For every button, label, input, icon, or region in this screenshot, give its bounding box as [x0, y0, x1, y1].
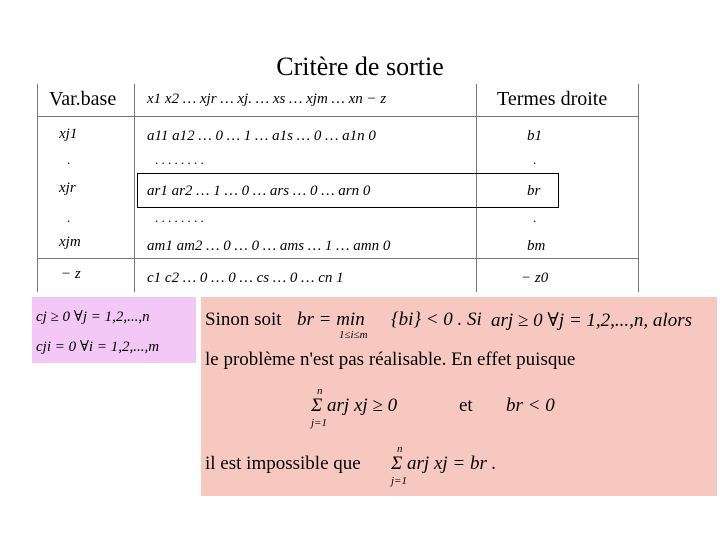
formula-arj-condition: arj ≥ 0 ∀j = 1,2,...,n, alors — [491, 310, 692, 331]
text-and: et — [459, 395, 473, 416]
header-var-base: Var.base — [49, 88, 117, 110]
condition-basic-costs: cji = 0 ∀i = 1,2,...,m — [36, 339, 160, 355]
row-coeffs-r: ar1 ar2 … 1 … 0 … ars … 0 … arn 0 — [147, 183, 371, 199]
row-coeffs-1: a11 a12 … 0 … 1 … a1s … 0 … a1n 0 — [147, 128, 376, 144]
simplex-tableau — [37, 84, 639, 292]
row-rhs-r: br — [527, 183, 541, 199]
row-coeffs-dots-2: . . . . . . . . — [155, 210, 204, 225]
sum1-lower: j=1 — [311, 417, 327, 429]
formula-bi-negative: {bi} < 0 . Si — [391, 309, 482, 330]
row-rhs-m: bm — [527, 238, 546, 254]
text-sinon-soit: Sinon soit — [205, 309, 282, 330]
row-rhs-dots: . — [533, 152, 537, 167]
sum2-upper: n — [397, 443, 403, 455]
optimality-conditions-box — [32, 297, 196, 363]
slide-title: Critère de sortie — [276, 52, 444, 81]
exit-criterion-explanation — [201, 297, 717, 496]
header-rhs: Termes droite — [497, 88, 608, 110]
text-impossible: il est impossible que — [205, 453, 361, 474]
formula-br-negative: br < 0 — [506, 395, 555, 416]
row-base-xjr: xjr — [59, 180, 76, 196]
condition-reduced-costs: cj ≥ 0 ∀j = 1,2,...,n — [36, 309, 150, 325]
row-rhs-objective: − z0 — [521, 270, 549, 286]
row-base-dots: . — [67, 152, 71, 167]
row-base-objective: − z — [61, 266, 81, 282]
formula-sum-equals-br: Σ arj xj = br . — [391, 453, 497, 474]
row-coeffs-m: am1 am2 … 0 … 0 … ams … 1 … amn 0 — [147, 238, 391, 254]
formula-min-range: 1≤i≤m — [339, 329, 368, 341]
row-coeffs-dots: . . . . . . . . — [155, 152, 204, 167]
formula-sum-nonnegative: Σ arj xj ≥ 0 — [311, 395, 398, 416]
row-rhs-dots-2: . — [533, 210, 537, 225]
row-coeffs-objective: c1 c2 … 0 … 0 … cs … 0 … cn 1 — [147, 270, 344, 286]
sum2-lower: j=1 — [391, 475, 407, 487]
row-rhs-1: b1 — [527, 128, 542, 144]
row-base-xj1: xj1 — [59, 126, 78, 142]
text-not-feasible: le problème n'est pas réalisable. En effet puisque — [205, 349, 576, 370]
sum1-upper: n — [317, 385, 323, 397]
row-base-dots-2: . — [67, 210, 71, 225]
header-variables: x1 x2 … xjr … xj. … xs … xjm … xn − z — [147, 91, 387, 107]
formula-br-min: br = min — [297, 309, 365, 330]
row-base-xjm: xjm — [59, 234, 81, 250]
